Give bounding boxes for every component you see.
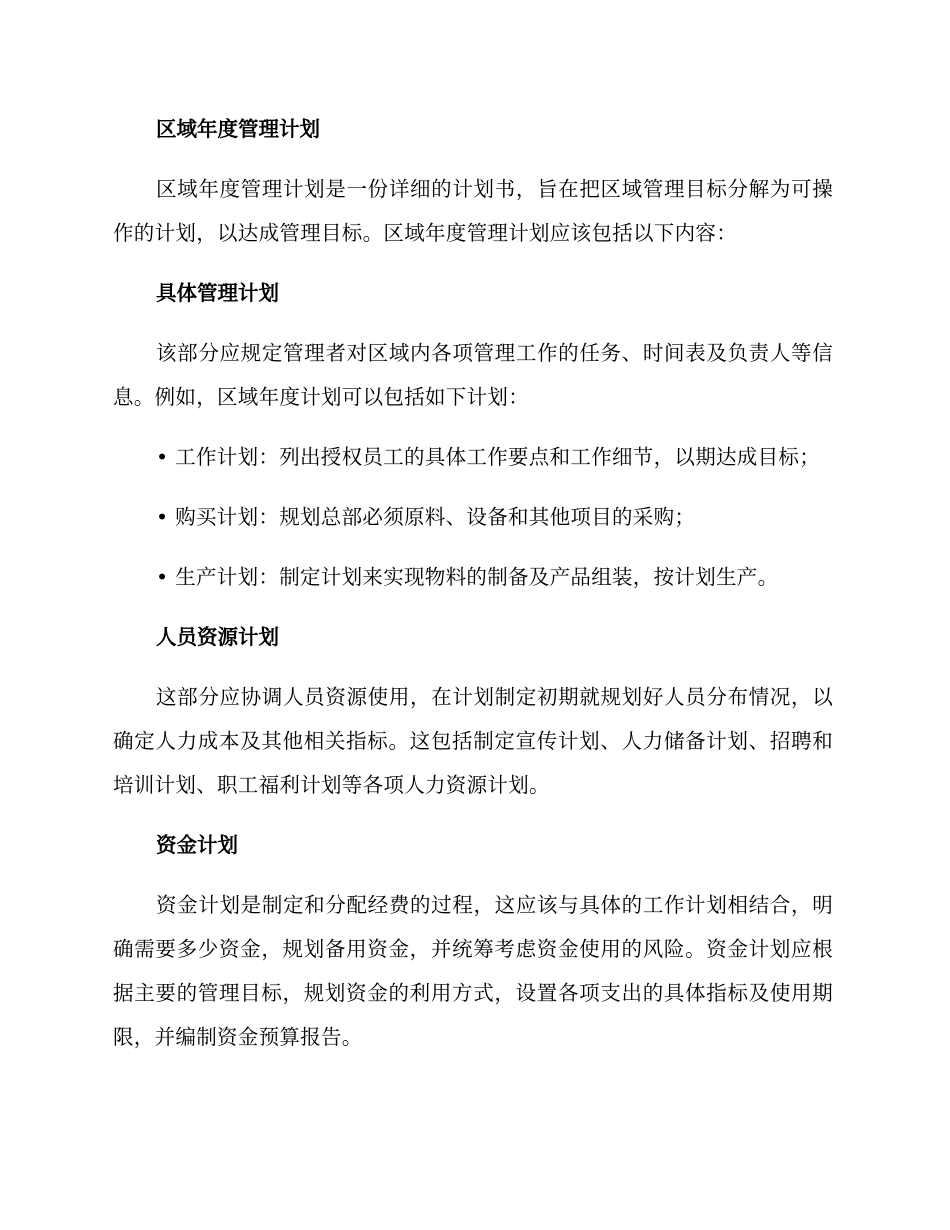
section-paragraph-hr: 这部分应协调人员资源使用，在计划制定初期就规划好人员分布情况，以确定人力成本及其他相关指标。这包括制定宣传计划、人力储备计划、招聘和培训计划、职工福利计划等各项人力资源计划。	[113, 685, 833, 797]
section-heading-management: 具体管理计划	[156, 281, 279, 305]
section-heading-funding: 资金计划	[156, 833, 238, 857]
section-paragraph-funding: 资金计划是制定和分配经费的过程，这应该与具体的工作计划相结合，明确需要多少资金，规划备用资金，并统筹考虑资金使用的风险。资金计划应根据主要的管理目标，规划资金的利用方式，设置各项支出的具体指标及使用期限，并编制资金预算报告。	[113, 893, 833, 1049]
section-heading-hr: 人员资源计划	[156, 625, 279, 649]
bullet-production-plan: • 生产计划：制定计划来实现物料的制备及产品组装，按计划生产。	[156, 565, 779, 589]
section-paragraph-management: 该部分应规定管理者对区域内各项管理工作的任务、时间表及负责人等信息。例如，区域年度计划可以包括如下计划：	[113, 341, 833, 409]
intro-paragraph: 区域年度管理计划是一份详细的计划书，旨在把区域管理目标分解为可操作的计划，以达成管理目标。区域年度管理计划应该包括以下内容：	[113, 177, 833, 245]
document-title: 区域年度管理计划	[156, 117, 320, 141]
bullet-work-plan: • 工作计划：列出授权员工的具体工作要点和工作细节，以期达成目标；	[156, 445, 821, 469]
bullet-purchase-plan: • 购买计划：规划总部必须原料、设备和其他项目的采购；	[156, 505, 696, 529]
document-page	[113, 107, 833, 1075]
